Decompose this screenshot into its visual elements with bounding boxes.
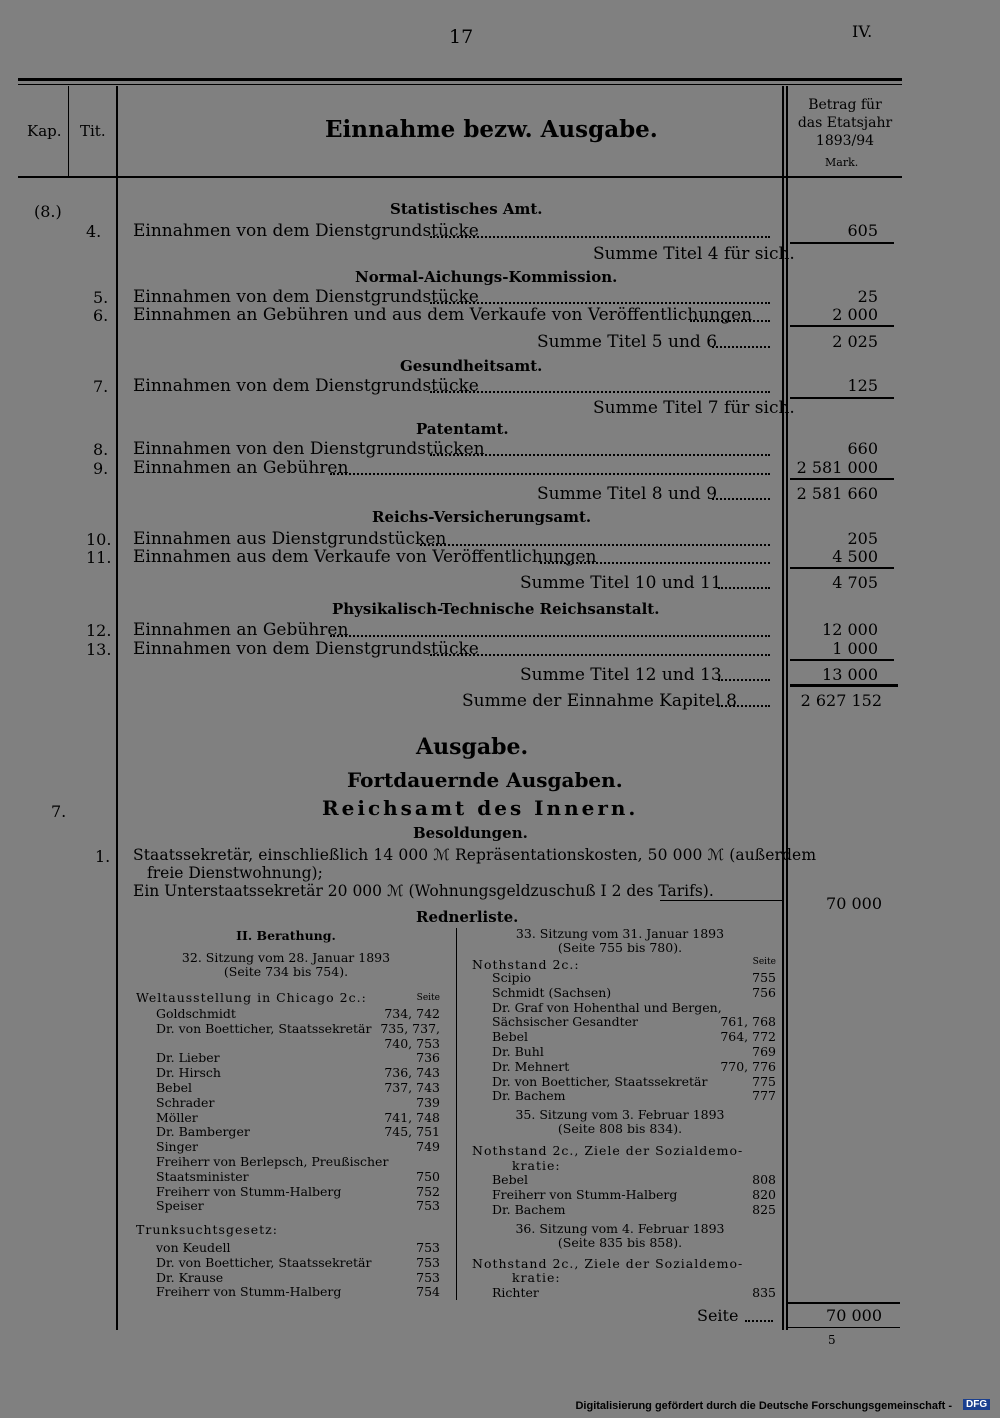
ausgabe-title: Ausgabe. bbox=[416, 734, 529, 760]
speaker-name: Sächsischer Gesandter bbox=[492, 1014, 638, 1030]
besoldung-line1: Staatssekretär, einschließlich 14 000 ℳ Repräsentationskosten, 50 000 ℳ (außerdem bbox=[133, 846, 817, 864]
speaker-name: Bebel bbox=[492, 1172, 528, 1187]
speaker-pages: 749 bbox=[416, 1139, 440, 1155]
speaker-pages: 735, 737, bbox=[380, 1020, 440, 1036]
speaker-name: Bebel bbox=[156, 1080, 192, 1095]
speaker-pages: 745, 751 bbox=[384, 1124, 440, 1140]
leader-dots bbox=[718, 705, 770, 707]
speaker-pages: 734, 742 bbox=[384, 1006, 440, 1021]
summe-label: Summe Titel 12 und 13 bbox=[520, 665, 722, 685]
speaker-name: von Keudell bbox=[156, 1240, 231, 1255]
row-label: Einnahmen aus dem Verkaufe von Veröffentlichungen bbox=[133, 547, 597, 567]
header-kap: Kap. bbox=[27, 122, 62, 140]
leader-dots bbox=[430, 454, 770, 456]
tit-number: 1. bbox=[95, 847, 111, 866]
speaker-name: Dr. Hirsch bbox=[156, 1065, 221, 1081]
kap-ausgabe: 7. bbox=[51, 802, 67, 821]
tit-number: 10. bbox=[86, 530, 112, 549]
tit-number: 9. bbox=[93, 459, 109, 478]
beratung-heading: II. Berathung. bbox=[236, 928, 336, 943]
reichsamt-heading: Reichsamt des Innern. bbox=[322, 796, 639, 820]
leader-dots bbox=[430, 654, 770, 656]
speaker-pages: 753 bbox=[416, 1240, 440, 1255]
topic-label: Nothstand 2c.: bbox=[472, 957, 580, 972]
amount-rule bbox=[790, 567, 894, 569]
amount-rule bbox=[790, 325, 894, 327]
speaker-name: Freiherr von Stumm-Halberg bbox=[156, 1183, 342, 1199]
tit-number: 13. bbox=[86, 640, 112, 659]
topic-label: Weltausstellung in Chicago 2c.: bbox=[136, 990, 367, 1005]
header-unit: Mark. bbox=[825, 156, 859, 169]
speaker-pages: 820 bbox=[752, 1186, 776, 1202]
seite-header: Seite bbox=[416, 993, 440, 1003]
amount: 2 581 660 bbox=[796, 484, 878, 503]
summe-label: Summe Titel 4 für sich. bbox=[593, 244, 795, 264]
tit-number: 6. bbox=[93, 306, 109, 325]
table-top-rule-thin bbox=[18, 84, 902, 85]
page-number: 17 bbox=[449, 26, 474, 48]
tit-number: 8. bbox=[93, 440, 109, 459]
leader-dots bbox=[745, 1320, 773, 1322]
row-label: Einnahmen von dem Dienstgrundstücke bbox=[133, 287, 479, 307]
speaker-name: Scipio bbox=[492, 970, 532, 985]
topic-label: Nothstand 2c., Ziele der Sozialdemo- bbox=[472, 1256, 744, 1271]
page-roman-numeral: IV. bbox=[852, 22, 873, 41]
dfg-logo: DFG bbox=[963, 1399, 990, 1410]
header-betrag-line2: das Etatsjahr bbox=[797, 115, 893, 131]
leader-dots bbox=[712, 346, 770, 348]
speaker-name: Speiser bbox=[156, 1198, 204, 1214]
amount: 13 000 bbox=[822, 665, 878, 684]
speaker-pages: 755 bbox=[752, 970, 776, 985]
speaker-pages: 737, 743 bbox=[384, 1080, 440, 1095]
speaker-pages: 825 bbox=[752, 1201, 776, 1217]
kap-einnahme: (8.) bbox=[34, 202, 62, 221]
rednerliste-title: Rednerliste. bbox=[416, 908, 519, 926]
speaker-pages: 750 bbox=[416, 1168, 440, 1184]
leader-dots bbox=[430, 391, 770, 393]
summe-label: Summe Titel 10 und 11 bbox=[520, 573, 722, 593]
amount: 2 627 152 bbox=[800, 691, 882, 710]
amount: 2 581 000 bbox=[796, 458, 878, 477]
seite-amount: 70 000 bbox=[826, 1306, 882, 1325]
seiten-range: (Seite 808 bis 834). bbox=[557, 1121, 683, 1136]
leader-dots bbox=[540, 562, 770, 564]
amount-rule bbox=[790, 397, 894, 399]
row-label: Einnahmen von dem Dienstgrundstücke bbox=[133, 221, 479, 241]
amount-double-rule bbox=[790, 684, 898, 687]
row-label: Einnahmen an Gebühren bbox=[133, 458, 349, 478]
amount: 2 025 bbox=[832, 332, 878, 351]
tit-number: 12. bbox=[86, 621, 112, 640]
leader-dots bbox=[330, 473, 770, 475]
speaker-name: Freiherr von Berlepsch, Preußischer bbox=[156, 1154, 389, 1169]
amount: 25 bbox=[857, 287, 878, 306]
footer-text: Digitalisierung gefördert durch die Deutsche Forschungsgemeinschaft - bbox=[575, 1400, 952, 1412]
speaker-name: Dr. Mehnert bbox=[492, 1058, 570, 1074]
amount: 4 500 bbox=[832, 547, 878, 566]
speaker-pages: 740, 753 bbox=[384, 1035, 440, 1051]
speaker-name: Freiherr von Stumm-Halberg bbox=[156, 1284, 342, 1300]
amount: 2 000 bbox=[832, 305, 878, 324]
summe-label: Summe der Einnahme Kapitel 8 bbox=[462, 691, 737, 711]
tit-number: 5. bbox=[93, 288, 109, 307]
speaker-name: Goldschmidt bbox=[156, 1006, 236, 1021]
besoldung-rule bbox=[660, 900, 782, 901]
seiten-range: (Seite 734 bis 754). bbox=[223, 964, 349, 979]
leader-dots bbox=[712, 498, 770, 500]
row-label: Einnahmen an Gebühren und aus dem Verkaufe von Veröffentlichungen bbox=[133, 305, 753, 325]
amount: 4 705 bbox=[832, 573, 878, 592]
section-heading: Physikalisch-Technische Reichsanstalt. bbox=[332, 600, 660, 618]
seite-rule-bottom bbox=[788, 1327, 900, 1328]
row-label: Einnahmen an Gebühren bbox=[133, 620, 349, 640]
speaker-pages: 736, 743 bbox=[384, 1065, 440, 1081]
speaker-name: Staatsminister bbox=[156, 1168, 249, 1184]
speaker-pages: 770, 776 bbox=[720, 1058, 776, 1074]
topic-label: Trunksuchtsgesetz: bbox=[136, 1222, 278, 1237]
header-betrag-line1: Betrag für bbox=[808, 97, 882, 113]
tit-number: 4. bbox=[86, 222, 102, 241]
amount-rule bbox=[790, 478, 894, 480]
speaker-name: Dr. Buhl bbox=[492, 1044, 544, 1059]
header-bottom-rule bbox=[18, 176, 902, 178]
speaker-name: Dr. Bachem bbox=[492, 1088, 566, 1104]
row-label: Einnahmen von den Dienstgrundstücken bbox=[133, 439, 485, 459]
amount-rule bbox=[790, 659, 894, 661]
sitzung-heading: 35. Sitzung vom 3. Februar 1893 bbox=[515, 1107, 725, 1122]
amount: 12 000 bbox=[822, 620, 878, 639]
speaker-pages: 769 bbox=[752, 1044, 776, 1059]
section-heading: Patentamt. bbox=[416, 420, 509, 438]
leader-dots bbox=[430, 236, 770, 238]
section-heading: Reichs-Versicherungsamt. bbox=[372, 508, 592, 526]
speaker-pages: 808 bbox=[752, 1172, 776, 1187]
topic-label-cont: kratie: bbox=[512, 1158, 561, 1173]
speaker-name: Dr. Bachem bbox=[492, 1201, 566, 1217]
table-top-rule bbox=[18, 78, 902, 81]
leader-dots bbox=[430, 302, 770, 304]
amount-rule bbox=[790, 242, 894, 244]
header-betrag bbox=[790, 96, 900, 150]
summe-label: Summe Titel 7 für sich. bbox=[593, 398, 795, 418]
besoldung-line3: Ein Unterstaatssekretär 20 000 ℳ (Wohnungsgeldzuschuß I 2 des Tarifs). bbox=[133, 882, 714, 900]
speaker-pages: 753 bbox=[416, 1198, 440, 1214]
section-heading: Normal-Aichungs-Kommission. bbox=[355, 268, 618, 286]
sitzung-heading: 36. Sitzung vom 4. Februar 1893 bbox=[515, 1221, 725, 1236]
leader-dots bbox=[330, 635, 770, 637]
besoldung-line2: freie Dienstwohnung); bbox=[147, 864, 323, 882]
seite-header: Seite bbox=[752, 957, 776, 967]
leader-dots bbox=[718, 679, 770, 681]
header-betrag-line3: 1893/94 bbox=[815, 133, 875, 149]
speaker-pages: 756 bbox=[752, 984, 776, 1000]
ausgabe-subtitle: Fortdauernde Ausgaben. bbox=[347, 768, 623, 792]
sitzung-heading: 33. Sitzung vom 31. Januar 1893 bbox=[515, 926, 725, 941]
tit-number: 11. bbox=[86, 548, 112, 567]
betrag-column-divider-left bbox=[782, 86, 784, 1330]
speaker-pages: 777 bbox=[752, 1088, 776, 1104]
seiten-range: (Seite 835 bis 858). bbox=[557, 1235, 683, 1250]
speaker-name: Singer bbox=[156, 1139, 198, 1155]
sitzung-heading: 32. Sitzung vom 28. Januar 1893 bbox=[181, 950, 391, 965]
speaker-pages: 753 bbox=[416, 1269, 440, 1285]
summe-label: Summe Titel 5 und 6 bbox=[537, 332, 718, 352]
amount: 1 000 bbox=[832, 639, 878, 658]
kap-column-divider bbox=[68, 86, 69, 176]
amount: 125 bbox=[847, 376, 878, 395]
speaker-name: Richter bbox=[492, 1285, 539, 1300]
summe-label: Summe Titel 8 und 9 bbox=[537, 484, 718, 504]
speaker-name: Dr. Krause bbox=[156, 1269, 224, 1285]
seite-label: Seite bbox=[697, 1306, 739, 1325]
speaker-name: Dr. von Boetticher, Staatssekretär bbox=[156, 1020, 372, 1036]
speaker-name: Dr. Bamberger bbox=[156, 1124, 250, 1140]
leader-dots bbox=[420, 544, 770, 546]
amount: 205 bbox=[847, 529, 878, 548]
topic-label: Nothstand 2c., Ziele der Sozialdemo- bbox=[472, 1143, 744, 1158]
leader-dots bbox=[690, 320, 770, 322]
speaker-name: Freiherr von Stumm-Halberg bbox=[492, 1186, 678, 1202]
section-heading: Statistisches Amt. bbox=[390, 200, 543, 218]
speaker-name: Dr. Graf von Hohenthal und Bergen, bbox=[492, 999, 722, 1015]
tit-column-divider bbox=[116, 86, 118, 1330]
amount: 70 000 bbox=[826, 894, 882, 913]
speaker-pages: 835 bbox=[752, 1285, 776, 1300]
rednerliste-divider bbox=[456, 928, 457, 1300]
speaker-name: Dr. von Boetticher, Staatssekretär bbox=[492, 1073, 708, 1089]
tit-number: 7. bbox=[93, 377, 109, 396]
speaker-pages: 741, 748 bbox=[384, 1109, 440, 1125]
betrag-column-divider-right bbox=[786, 86, 788, 1330]
speaker-name: Bebel bbox=[492, 1029, 528, 1045]
speaker-name: Möller bbox=[156, 1109, 198, 1125]
speaker-pages: 752 bbox=[416, 1183, 440, 1199]
signature-mark: 5 bbox=[828, 1333, 836, 1347]
besoldungen-heading: Besoldungen. bbox=[413, 824, 528, 842]
speaker-pages: 775 bbox=[752, 1073, 776, 1089]
leader-dots bbox=[718, 587, 770, 589]
header-tit: Tit. bbox=[80, 122, 106, 140]
row-label: Einnahmen von dem Dienstgrundstücke bbox=[133, 639, 479, 659]
amount: 605 bbox=[847, 221, 878, 240]
amount: 660 bbox=[847, 439, 878, 458]
speaker-pages: 764, 772 bbox=[720, 1029, 776, 1045]
speaker-pages: 754 bbox=[416, 1284, 440, 1300]
row-label: Einnahmen aus Dienstgrundstücken bbox=[133, 529, 447, 549]
speaker-pages: 761, 768 bbox=[720, 1014, 776, 1030]
seiten-range: (Seite 755 bis 780). bbox=[557, 940, 683, 955]
speaker-name: Schrader bbox=[156, 1094, 215, 1110]
row-label: Einnahmen von dem Dienstgrundstücke bbox=[133, 376, 479, 396]
speaker-name: Schmidt (Sachsen) bbox=[492, 984, 612, 1000]
header-title: Einnahme bezw. Ausgabe. bbox=[325, 116, 658, 143]
topic-label-cont: kratie: bbox=[512, 1270, 561, 1285]
speaker-name: Dr. Lieber bbox=[156, 1050, 220, 1066]
speaker-pages: 739 bbox=[416, 1094, 440, 1110]
seite-rule bbox=[788, 1302, 900, 1304]
speaker-pages: 753 bbox=[416, 1254, 440, 1270]
section-heading: Gesundheitsamt. bbox=[400, 357, 543, 375]
speaker-pages: 736 bbox=[416, 1050, 440, 1066]
speaker-name: Dr. von Boetticher, Staatssekretär bbox=[156, 1254, 372, 1270]
